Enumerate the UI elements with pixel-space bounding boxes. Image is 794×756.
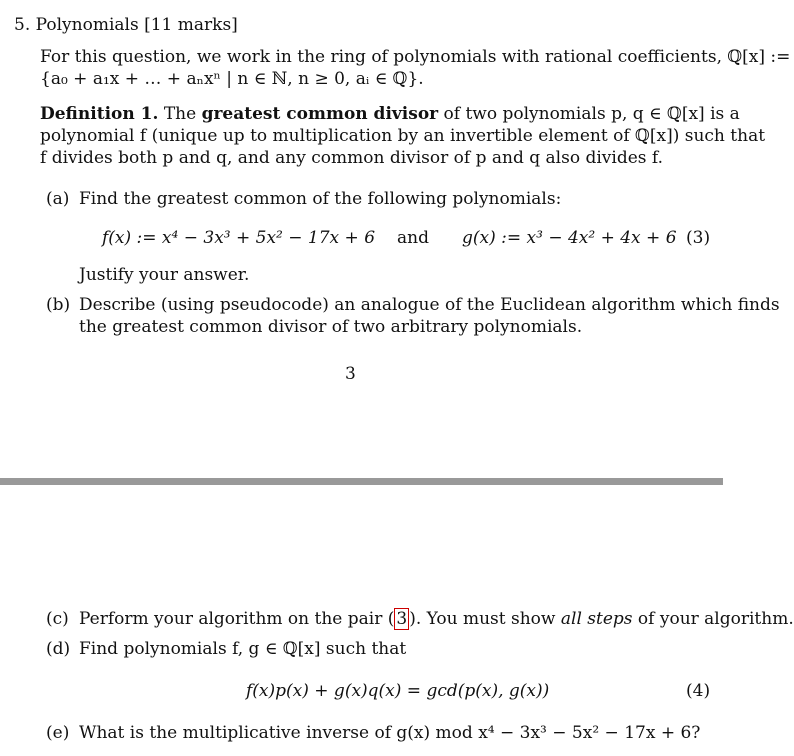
part-b-line-2: the greatest common divisor of two arbitrary polynomials. [79, 317, 583, 337]
equation-number-4: (4) [686, 681, 711, 701]
part-c-pre: Perform your algorithm on the pair ( [79, 609, 395, 629]
part-c-emph: all steps [560, 609, 633, 629]
definition-label: Definition 1. [40, 104, 159, 124]
equation-reference-link[interactable]: 3 [396, 609, 408, 629]
part-e-text: What is the multiplicative inverse of g(x) mod x⁴ − 3x³ − 5x² − 17x + 6? [79, 723, 701, 743]
definition-pre: The [163, 104, 197, 124]
section-title: 5. Polynomials [11 marks] [14, 15, 238, 35]
definition-line-3: f divides both p and q, and any common divisor of p and q also divides f. [40, 148, 663, 168]
part-c-mid: ). You must show [409, 609, 556, 629]
definition-line-1 [40, 103, 740, 125]
part-a-text: Find the greatest common of the following polynomials: [79, 189, 562, 209]
intro-line-1: For this question, we work in the ring of polynomials with rational coefficients, ℚ[x] := [40, 47, 791, 67]
part-b-line-1: Describe (using pseudocode) an analogue of the Euclidean algorithm which finds [79, 295, 780, 315]
part-c-label: (c) [46, 609, 69, 629]
part-c-post: of your algorithm. [637, 609, 794, 629]
page-number: 3 [345, 364, 356, 384]
part-a-justify: Justify your answer. [79, 265, 250, 285]
bezout-equation: f(x)p(x) + g(x)q(x) = gcd(p(x), g(x)) [246, 681, 550, 701]
page-break-separator [0, 478, 723, 485]
f-definition: f(x) := x⁴ − 3x³ + 5x² − 17x + 6 [102, 228, 376, 248]
part-e-label: (e) [46, 723, 70, 743]
intro-line-2: {a₀ + a₁x + … + aₙxⁿ | n ∈ ℕ, n ≥ 0, aᵢ ∈ ℚ}. [40, 69, 424, 89]
part-d-label: (d) [46, 639, 71, 659]
and-word: and [397, 228, 429, 248]
definition-line-2: polynomial f (unique up to multiplication by an invertible element of ℚ[x]) such that [40, 126, 766, 146]
part-a-label: (a) [46, 189, 70, 209]
g-definition: g(x) := x³ − 4x² + 4x + 6 [462, 228, 677, 248]
definition-post: of two polynomials p, q ∈ ℚ[x] is a [443, 104, 740, 124]
equation-number-3: (3) [686, 228, 711, 248]
definition-term: greatest common divisor [201, 104, 439, 124]
part-b-label: (b) [46, 295, 71, 315]
part-d-text: Find polynomials f, g ∈ ℚ[x] such that [79, 639, 407, 659]
part-c-text [79, 608, 794, 630]
